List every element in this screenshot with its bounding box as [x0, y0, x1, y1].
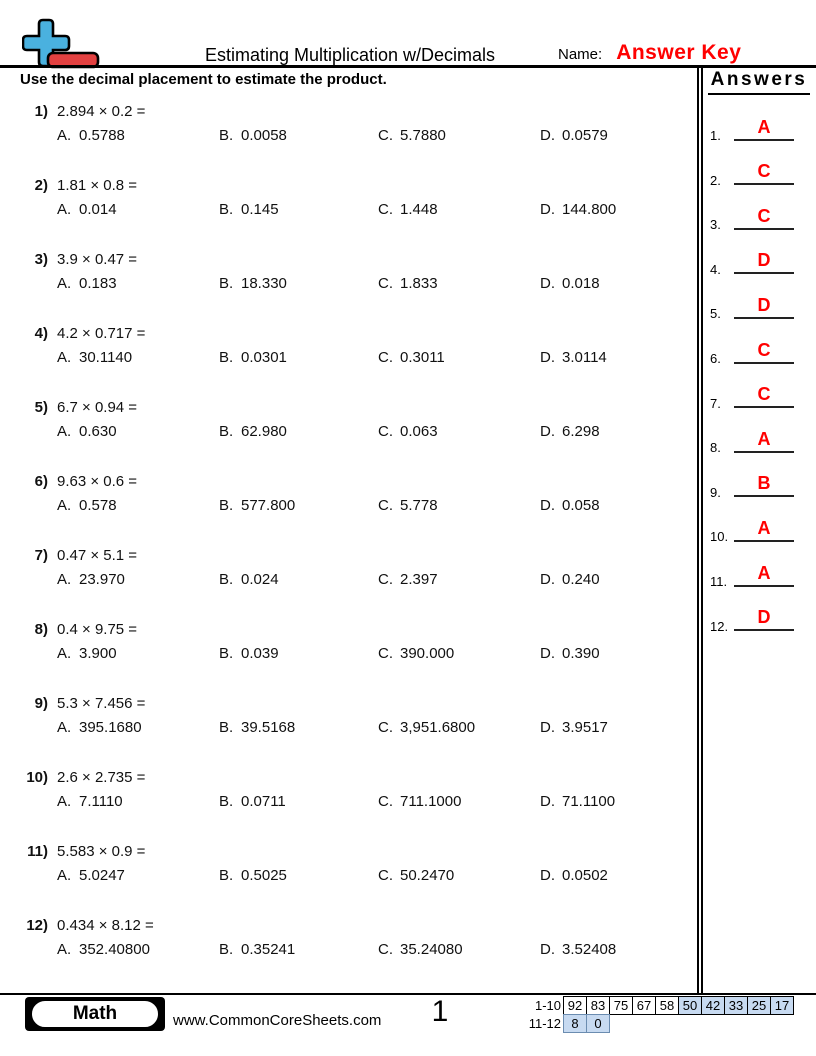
choices-row: [0, 201, 697, 221]
choice-option: [378, 201, 438, 219]
choice-value: 71.1100: [562, 793, 616, 810]
answer-row: [703, 414, 816, 459]
choice-value: 7.1110: [79, 793, 123, 810]
choice-value: 0.0711: [241, 793, 286, 810]
answer-blank-line: [734, 118, 794, 141]
question-block: [0, 764, 697, 838]
header-divider: [0, 65, 816, 68]
choice-letter: C.: [378, 941, 393, 958]
question-number: 7): [34, 547, 48, 564]
choice-letter: D.: [540, 349, 555, 366]
choice-letter: C.: [378, 645, 393, 662]
question-equation: 6.7 × 0.94 =: [57, 399, 138, 416]
choice-option: [378, 867, 454, 885]
website-text: www.CommonCoreSheets.com: [173, 1012, 382, 1029]
choice-letter: A.: [57, 867, 72, 884]
name-row: [558, 40, 741, 66]
choice-value: 0.0502: [562, 867, 608, 884]
choice-value: 23.970: [79, 571, 125, 588]
score-cell: 17: [770, 996, 794, 1015]
choices-row: [0, 349, 697, 369]
score-cell: 92: [563, 996, 587, 1015]
choice-letter: A.: [57, 719, 72, 736]
choice-letter: B.: [219, 867, 234, 884]
choice-option: [378, 645, 454, 663]
choice-option: [540, 645, 600, 663]
choice-value: 50.2470: [400, 867, 455, 884]
choice-value: 0.058: [562, 497, 600, 514]
answer-list: [703, 102, 816, 637]
choice-option: [378, 423, 438, 441]
question-number: 2): [34, 177, 48, 194]
question-number: 11): [27, 843, 48, 860]
answer-blank-line: [734, 251, 794, 274]
answer-letter: D: [757, 607, 771, 628]
choice-value: 0.630: [79, 423, 117, 440]
choice-letter: B.: [219, 275, 234, 292]
choices-row: [0, 571, 697, 591]
choice-letter: C.: [378, 275, 393, 292]
choice-option: [540, 127, 608, 145]
answer-letter: A: [757, 562, 771, 583]
choice-letter: B.: [219, 423, 234, 440]
choice-option: [540, 201, 616, 219]
subject-badge: [25, 997, 165, 1031]
choice-value: 6.298: [562, 423, 600, 440]
grading-row: [520, 996, 794, 1015]
choice-option: [219, 275, 287, 293]
answer-blank-line: [734, 207, 794, 230]
score-cell: 0: [586, 1014, 610, 1033]
questions-column: [0, 98, 697, 986]
choice-value: 1.448: [400, 201, 438, 218]
choice-letter: A.: [57, 645, 72, 662]
choice-value: 0.240: [562, 571, 600, 588]
answer-blank-line: [734, 341, 794, 364]
choice-letter: B.: [219, 349, 234, 366]
choice-value: 1.833: [400, 275, 438, 292]
choice-option: [57, 201, 117, 219]
choice-letter: C.: [378, 423, 393, 440]
score-cell: 67: [632, 996, 656, 1015]
name-value-answer-key: Answer Key: [616, 41, 742, 64]
answer-row: [703, 147, 816, 192]
choices-row: [0, 719, 697, 739]
choice-option: [219, 127, 287, 145]
choice-letter: B.: [219, 127, 234, 144]
choice-option: [378, 275, 438, 293]
choice-letter: C.: [378, 127, 393, 144]
choice-value: 0.5025: [241, 867, 287, 884]
choice-letter: D.: [540, 423, 555, 440]
answer-row: [703, 459, 816, 504]
question-block: [0, 912, 697, 986]
choice-option: [219, 941, 295, 959]
choice-value: 0.183: [79, 275, 117, 292]
answer-row: [703, 370, 816, 415]
choice-value: 144.800: [562, 201, 617, 218]
answer-blank-line: [734, 564, 794, 587]
answer-row: [703, 593, 816, 638]
question-number: 3): [34, 251, 48, 268]
choice-option: [219, 719, 295, 737]
choice-option: [540, 719, 608, 737]
question-number: 8): [34, 621, 48, 638]
choice-letter: D.: [540, 275, 555, 292]
choice-option: [378, 571, 438, 589]
answer-number: 9.: [710, 484, 721, 500]
choice-value: 5.0247: [79, 867, 125, 884]
question-block: [0, 172, 697, 246]
score-cell: 33: [724, 996, 748, 1015]
answer-number: 6.: [710, 350, 721, 366]
choice-option: [57, 275, 117, 293]
answer-letter: A: [757, 428, 771, 449]
grading-row-label: 1-10: [534, 998, 561, 1013]
choice-option: [57, 571, 125, 589]
choice-option: [540, 793, 615, 811]
score-cell: 42: [701, 996, 725, 1015]
choice-value: 0.145: [241, 201, 279, 218]
choice-option: [219, 867, 287, 885]
choice-option: [378, 497, 438, 515]
instruction-text: Use the decimal placement to estimate the product.: [20, 71, 387, 88]
question-equation: 3.9 × 0.47 =: [57, 251, 138, 268]
choice-option: [378, 349, 445, 367]
question-equation: 0.4 × 9.75 =: [57, 621, 138, 638]
answer-number: 2.: [710, 172, 721, 188]
choice-letter: B.: [219, 793, 234, 810]
answer-number: 11.: [710, 573, 728, 589]
choice-letter: D.: [540, 645, 555, 662]
choice-value: 3,951.6800: [400, 719, 476, 736]
question-equation: 5.583 × 0.9 =: [57, 843, 146, 860]
answer-number: 12.: [710, 618, 729, 634]
choice-option: [219, 349, 287, 367]
question-equation: 2.894 × 0.2 =: [57, 103, 146, 120]
choice-option: [219, 793, 286, 811]
question-equation: 0.47 × 5.1 =: [57, 547, 138, 564]
answer-row: [703, 325, 816, 370]
question-number: 4): [34, 325, 48, 342]
question-block: [0, 838, 697, 912]
question-number: 9): [34, 695, 48, 712]
page-number: 1: [431, 995, 449, 1028]
choice-letter: C.: [378, 793, 393, 810]
choice-letter: B.: [219, 571, 234, 588]
answer-letter: D: [757, 294, 771, 315]
answer-number: 4.: [710, 261, 721, 277]
score-cell: 58: [655, 996, 679, 1015]
choice-option: [540, 423, 600, 441]
choice-option: [57, 497, 117, 515]
choice-value: 0.024: [241, 571, 279, 588]
answer-letter: C: [757, 161, 771, 182]
choice-value: 0.0301: [241, 349, 287, 366]
page-title: Estimating Multiplication w/Decimals: [204, 45, 496, 65]
choice-letter: D.: [540, 719, 555, 736]
answer-number: 5.: [710, 306, 721, 322]
choice-value: 35.24080: [400, 941, 463, 958]
choice-value: 3.900: [79, 645, 117, 662]
choice-value: 30.1140: [79, 349, 133, 366]
question-block: [0, 468, 697, 542]
choice-value: 0.578: [79, 497, 117, 514]
answer-number: 10.: [710, 529, 729, 545]
choices-row: [0, 941, 697, 961]
question-equation: 2.6 × 2.735 =: [57, 769, 146, 786]
answer-row: [703, 503, 816, 548]
choice-letter: C.: [378, 201, 393, 218]
choice-value: 0.039: [241, 645, 279, 662]
question-block: [0, 246, 697, 320]
choices-row: [0, 423, 697, 443]
choice-option: [219, 201, 279, 219]
name-label: Name:: [558, 46, 603, 63]
answer-letter: A: [757, 517, 771, 538]
choice-option: [57, 941, 150, 959]
question-number: 6): [34, 473, 48, 490]
answer-letter: B: [757, 473, 771, 494]
question-equation: 4.2 × 0.717 =: [57, 325, 146, 342]
choice-option: [378, 941, 463, 959]
choice-letter: D.: [540, 127, 555, 144]
choice-letter: D.: [540, 497, 555, 514]
score-cell: 75: [609, 996, 633, 1015]
question-equation: 5.3 × 7.456 =: [57, 695, 146, 712]
answer-row: [703, 191, 816, 236]
choice-value: 390.000: [400, 645, 455, 662]
answer-blank-line: [734, 474, 794, 497]
choice-option: [540, 941, 616, 959]
choice-letter: B.: [219, 497, 234, 514]
question-equation: 9.63 × 0.6 =: [57, 473, 138, 490]
choice-option: [378, 719, 475, 737]
choice-value: 0.063: [400, 423, 438, 440]
subject-label: Math: [72, 1003, 118, 1024]
choices-row: [0, 275, 697, 295]
choices-row: [0, 497, 697, 517]
choice-letter: D.: [540, 571, 555, 588]
choice-option: [57, 793, 123, 811]
choice-letter: A.: [57, 349, 72, 366]
answer-number: 3.: [710, 217, 721, 233]
answer-letter: C: [757, 384, 771, 405]
score-cell: 83: [586, 996, 610, 1015]
choice-option: [540, 349, 607, 367]
choice-option: [378, 127, 446, 145]
answer-number: 7.: [710, 395, 721, 411]
choice-option: [57, 867, 125, 885]
choice-letter: A.: [57, 423, 72, 440]
choice-letter: B.: [219, 201, 234, 218]
answer-blank-line: [734, 385, 794, 408]
choice-letter: D.: [540, 941, 555, 958]
choice-value: 352.40800: [79, 941, 150, 958]
answer-row: [703, 548, 816, 593]
choice-option: [219, 497, 295, 515]
question-block: [0, 394, 697, 468]
choice-letter: A.: [57, 571, 72, 588]
question-block: [0, 690, 697, 764]
answer-blank-line: [734, 296, 794, 319]
grading-row-label: 11-12: [528, 1016, 561, 1031]
choice-value: 3.0114: [562, 349, 607, 366]
answer-blank-line: [734, 162, 794, 185]
answer-row: [703, 280, 816, 325]
answers-panel-divider-outer: [697, 65, 699, 995]
choice-option: [57, 127, 125, 145]
choice-value: 0.0579: [562, 127, 608, 144]
question-block: [0, 542, 697, 616]
question-equation: 0.434 × 8.12 =: [57, 917, 154, 934]
choice-letter: B.: [219, 719, 234, 736]
choice-value: 0.0058: [241, 127, 287, 144]
choice-letter: A.: [57, 275, 72, 292]
score-cell: 50: [678, 996, 702, 1015]
choice-option: [57, 719, 142, 737]
choice-option: [219, 423, 287, 441]
grading-row: [520, 1014, 794, 1033]
answer-row: [703, 236, 816, 281]
answer-blank-line: [734, 430, 794, 453]
score-cell: 25: [747, 996, 771, 1015]
choice-letter: A.: [57, 793, 72, 810]
answer-number: 8.: [710, 440, 721, 456]
choices-row: [0, 867, 697, 887]
choice-option: [540, 867, 608, 885]
question-number: 12): [26, 917, 48, 934]
choice-value: 0.5788: [79, 127, 125, 144]
answers-panel-title: Answers: [708, 69, 810, 95]
answer-letter: D: [757, 250, 771, 271]
choice-letter: C.: [378, 349, 393, 366]
choice-option: [540, 275, 600, 293]
choice-value: 0.35241: [241, 941, 296, 958]
subject-badge-pill: [31, 1000, 159, 1028]
choices-row: [0, 645, 697, 665]
choices-row: [0, 127, 697, 147]
choice-letter: A.: [57, 127, 72, 144]
choice-letter: C.: [378, 867, 393, 884]
choice-letter: B.: [219, 645, 234, 662]
choice-letter: A.: [57, 201, 72, 218]
question-number: 1): [34, 103, 48, 120]
choice-letter: B.: [219, 941, 234, 958]
question-number: 10): [26, 769, 48, 786]
choice-value: 3.9517: [562, 719, 608, 736]
choice-option: [378, 793, 461, 811]
choice-value: 62.980: [241, 423, 287, 440]
choices-row: [0, 793, 697, 813]
question-block: [0, 320, 697, 394]
choice-option: [57, 645, 117, 663]
answer-blank-line: [734, 519, 794, 542]
choice-value: 5.7880: [400, 127, 446, 144]
answer-row: [703, 102, 816, 147]
answer-number: 1.: [710, 128, 721, 143]
choice-option: [219, 571, 279, 589]
choice-value: 5.778: [400, 497, 438, 514]
choice-option: [540, 497, 600, 515]
question-block: [0, 98, 697, 172]
choice-letter: D.: [540, 201, 555, 218]
choice-option: [540, 571, 600, 589]
answer-letter: C: [757, 205, 771, 226]
choice-value: 577.800: [241, 497, 296, 514]
choice-letter: A.: [57, 941, 72, 958]
question-block: [0, 616, 697, 690]
choice-letter: D.: [540, 793, 555, 810]
choice-letter: A.: [57, 497, 72, 514]
choice-value: 395.1680: [79, 719, 142, 736]
choice-value: 0.390: [562, 645, 600, 662]
choice-value: 2.397: [400, 571, 438, 588]
choice-option: [219, 645, 279, 663]
choice-value: 0.018: [562, 275, 600, 292]
footer-divider: [0, 993, 816, 995]
question-number: 5): [34, 399, 48, 416]
choice-value: 39.5168: [241, 719, 296, 736]
answer-letter: C: [757, 339, 771, 360]
answer-blank-line: [734, 608, 794, 631]
score-cell: 8: [563, 1014, 587, 1033]
answer-letter: A: [757, 116, 771, 137]
choice-letter: C.: [378, 719, 393, 736]
choice-letter: C.: [378, 497, 393, 514]
choice-option: [57, 423, 117, 441]
choice-value: 0.3011: [400, 349, 445, 366]
grading-table: [520, 996, 794, 1033]
choice-option: [57, 349, 132, 367]
choice-value: 3.52408: [562, 941, 617, 958]
choice-value: 18.330: [241, 275, 287, 292]
choice-value: 0.014: [79, 201, 117, 218]
choice-letter: C.: [378, 571, 393, 588]
question-equation: 1.81 × 0.8 =: [57, 177, 138, 194]
choice-value: 711.1000: [400, 793, 462, 810]
choice-letter: D.: [540, 867, 555, 884]
